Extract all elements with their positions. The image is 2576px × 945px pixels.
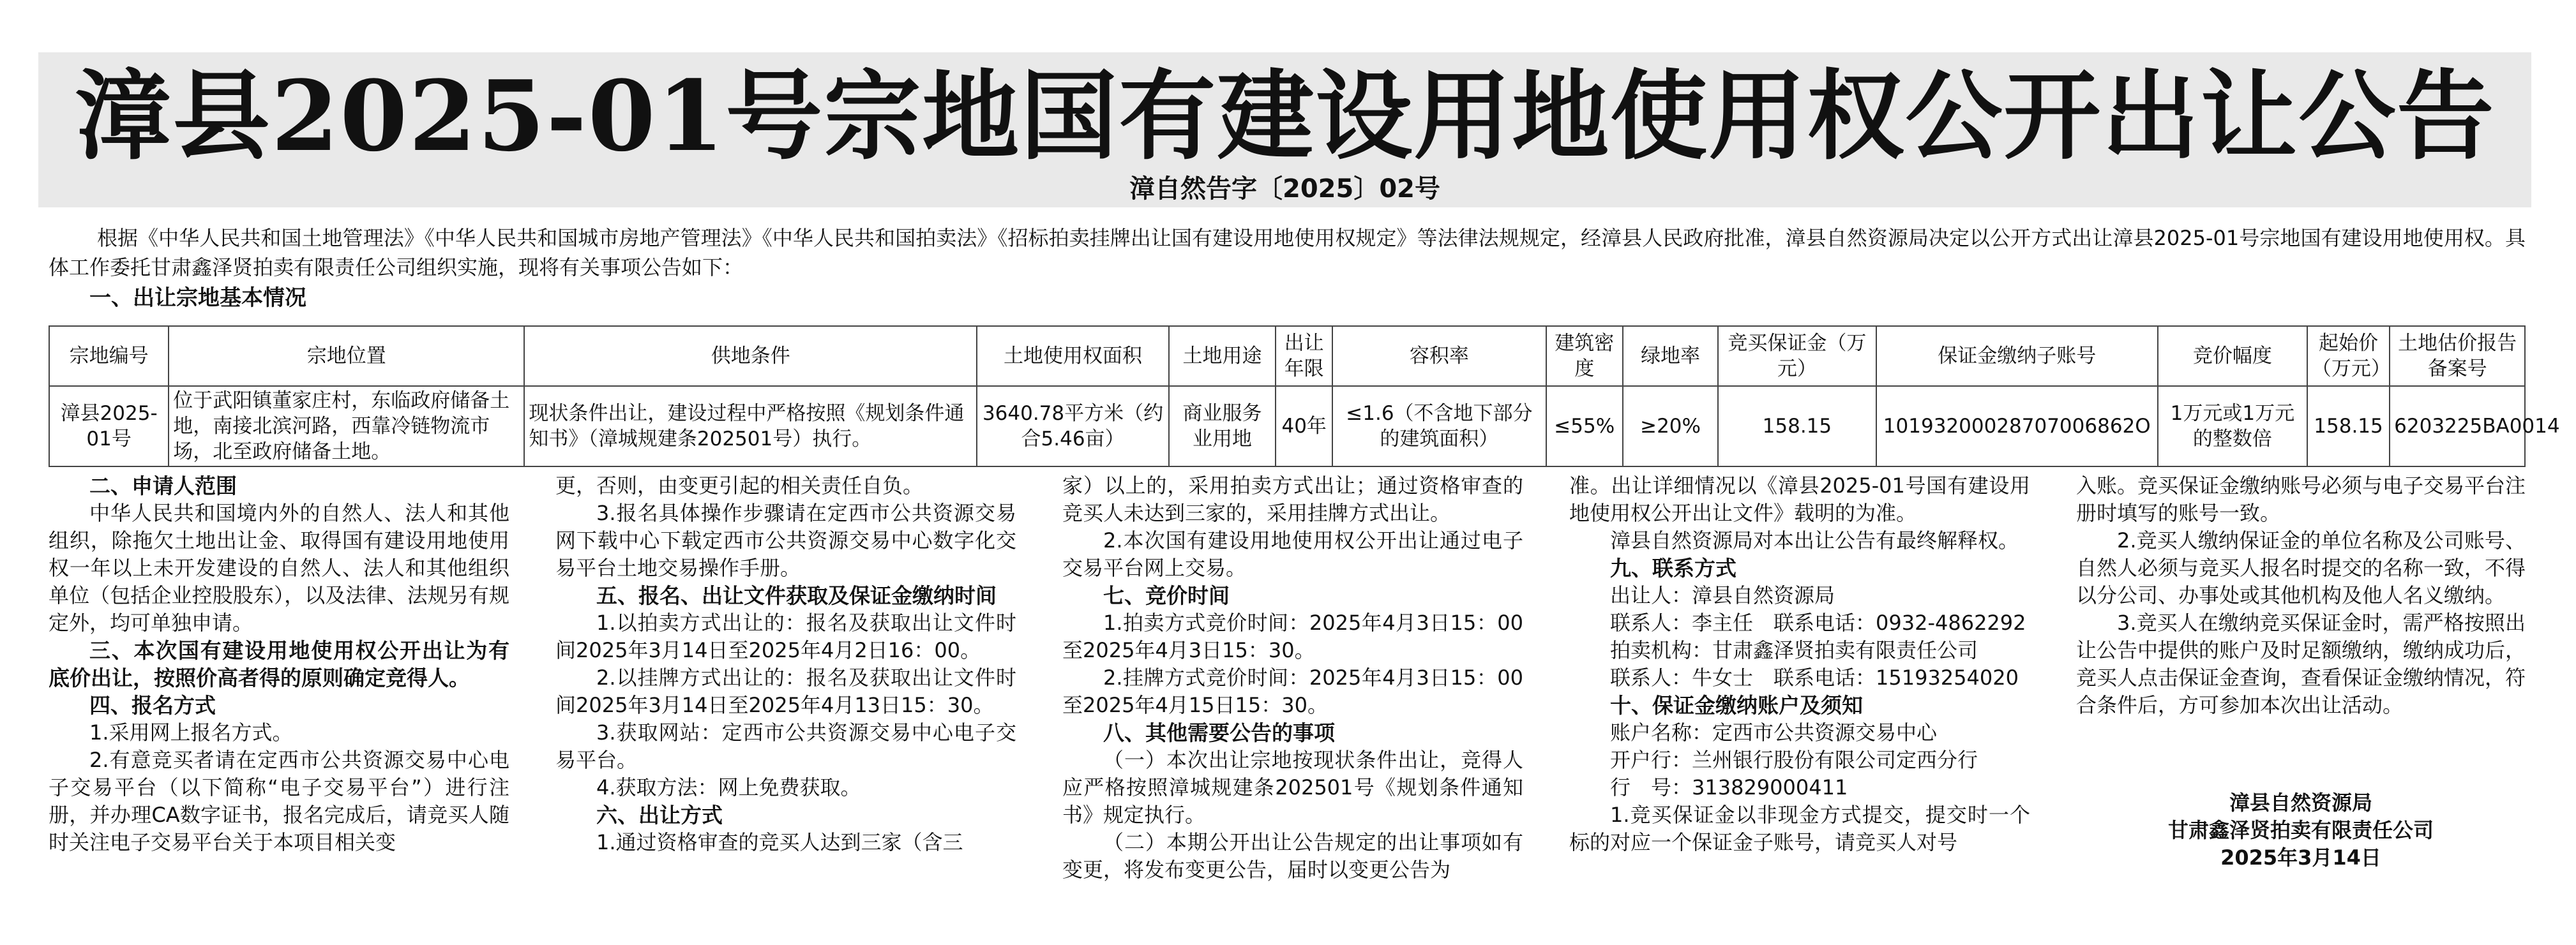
table-cell: 位于武阳镇董家庄村，东临政府储备土地，南接北滨河路，西靠冷链物流市场，北至政府储备土地。 bbox=[169, 386, 524, 466]
table-cell: 商业服务业用地 bbox=[1169, 386, 1276, 466]
account-line: 行 号：313829000411 bbox=[1610, 775, 1848, 800]
table-row bbox=[49, 386, 2525, 466]
table-cell: ≤55% bbox=[1546, 386, 1623, 466]
header-cell: 容积率 bbox=[1332, 326, 1546, 386]
text-column-4 bbox=[1569, 472, 2030, 919]
header-cell: 土地用途 bbox=[1169, 326, 1276, 386]
paragraph: （二）本期公开出让公告规定的出让事项如有变更，将发布变更公告，届时以变更公告为 bbox=[1062, 830, 1523, 882]
intro-paragraph: 根据《中华人民共和国土地管理法》《中华人民共和国城市房地产管理法》《中华人民共和国拍卖法》《招标拍卖挂牌出让国有建设用地使用权规定》等法律法规规定，经漳县人民政府批准，漳县自然资源局决定以公开方式出让漳县2025-01号宗地国有建设用地使用权。具体工作委托甘肃鑫泽贤拍卖有限责任公司组织实施，现将有关事项公告如下： bbox=[49, 226, 2526, 279]
header-cell: 宗地编号 bbox=[49, 326, 169, 386]
header-cell: 建筑密度 bbox=[1546, 326, 1623, 386]
table-cell: 1万元或1万元的整数倍 bbox=[2158, 386, 2307, 466]
text-column-3 bbox=[1062, 472, 1523, 919]
paragraph: （一）本次出让宗地按现状条件出让，竞得人应严格按照漳城规建条202501号《规划条件通知书》规定执行。 bbox=[1062, 748, 1523, 827]
paragraph: 1.以拍卖方式出让的：报名及获取出让文件时间2025年3月14日至2025年4月2日16：00。 bbox=[555, 611, 1016, 662]
account-line: 账户名称：定西市公共资源交易中心 bbox=[1610, 720, 1938, 745]
table-cell: 10193200028707006862O bbox=[1876, 386, 2158, 466]
table-cell: 3640.78平方米（约合5.46亩） bbox=[977, 386, 1169, 466]
header-cell: 供地条件 bbox=[524, 326, 977, 386]
land-info-table bbox=[49, 325, 2560, 467]
section-heading: 二、申请人范围 bbox=[89, 473, 237, 498]
section-heading: 三、本次国有建设用地使用权公开出让为有底价出让，按照价高者得的原则确定竞得人。 bbox=[49, 638, 509, 690]
contact-line: 出让人：漳县自然资源局 bbox=[1610, 583, 1835, 607]
paragraph: 1.通过资格审查的竞买人达到三家（含三 bbox=[596, 830, 963, 854]
section-heading: 七、竞价时间 bbox=[1103, 583, 1230, 608]
section-heading: 九、联系方式 bbox=[1610, 556, 1736, 581]
paragraph: 3.竞买人在缴纳竞买保证金时，需严格按照出让公告中提供的账户及时足额缴纳，缴纳成功后，竞买人点击保证金查询，查看保证金缴纳情况，符合条件后，方可参加本次出让活动。 bbox=[2076, 611, 2526, 717]
header-cell: 起始价（万元） bbox=[2307, 326, 2390, 386]
paragraph: 2.本次国有建设用地使用权公开出让通过电子交易平台网上交易。 bbox=[1062, 528, 1523, 580]
header-cell: 绿地率 bbox=[1623, 326, 1718, 386]
table-cell: 现状条件出让，建设过程中严格按照《规划条件通知书》（漳城规建条202501号）执行。 bbox=[524, 386, 977, 466]
paragraph: 2.竞买人缴纳保证金的单位名称及公司账号、自然人必须与竞买人报名时提交的名称一致，不得以分公司、办事处或其他机构及他人名义缴纳。 bbox=[2076, 528, 2526, 607]
header-cell: 竞价幅度 bbox=[2158, 326, 2307, 386]
section-heading: 十、保证金缴纳账户及须知 bbox=[1610, 693, 1863, 718]
table-header-row bbox=[49, 326, 2525, 386]
signature-org-1: 漳县自然资源局 bbox=[2229, 791, 2372, 815]
paragraph: 3.报名具体操作步骤请在定西市公共资源交易网下载中心下载定西市公共资源交易中心数字化交易平台土地交易操作手册。 bbox=[555, 501, 1016, 580]
table-cell: 漳县2025-01号 bbox=[49, 386, 169, 466]
paragraph: 家）以上的，采用拍卖方式出让；通过资格审查的竞买人未达到三家的，采用挂牌方式出让。 bbox=[1062, 473, 1523, 525]
paragraph: 更，否则，由变更引起的相关责任自负。 bbox=[555, 473, 924, 498]
header-cell: 土地使用权面积 bbox=[977, 326, 1169, 386]
page-title: 漳县2025-01号宗地国有建设用地使用权公开出让公告 bbox=[74, 59, 2496, 173]
contact-line: 联系人：李主任 联系电话：0932-4862292 bbox=[1610, 611, 2026, 635]
paragraph: 2.有意竞买者请在定西市公共资源交易中心电子交易平台（以下简称“电子交易平台”）进行注册，并办理CA数字证书，报名完成后，请竞买人随时关注电子交易平台关于本项目相关变 bbox=[49, 748, 509, 854]
paragraph: 3.获取网站：定西市公共资源交易中心电子交易平台。 bbox=[555, 720, 1016, 772]
section-heading: 五、报名、出让文件获取及保证金缴纳时间 bbox=[596, 583, 997, 608]
contact-line: 拍卖机构：甘肃鑫泽贤拍卖有限责任公司 bbox=[1610, 638, 1978, 662]
paragraph: 入账。竞买保证金缴纳账号必须与电子交易平台注册时填写的账号一致。 bbox=[2076, 473, 2526, 525]
table-cell: 40年 bbox=[1276, 386, 1332, 466]
document-number: 漳自然告字〔2025〕02号 bbox=[1129, 174, 1440, 204]
paragraph: 2.挂牌方式竞价时间：2025年4月3日15：00至2025年4月15日15：30。 bbox=[1062, 666, 1523, 717]
section-heading: 四、报名方式 bbox=[89, 693, 216, 718]
paragraph: 漳县自然资源局对本出让公告有最终解释权。 bbox=[1610, 528, 2019, 553]
table-cell: ≤1.6（不含地下部分的建筑面积） bbox=[1332, 386, 1546, 466]
header-banner bbox=[38, 52, 2531, 207]
section-heading: 六、出让方式 bbox=[596, 803, 723, 828]
paragraph: 准。出让详细情况以《漳县2025-01号国有建设用地使用权公开出让文件》载明的为准。 bbox=[1569, 473, 2030, 525]
table-cell: 158.15 bbox=[1718, 386, 1876, 466]
text-column-2 bbox=[555, 472, 1016, 919]
table-cell: 158.15 bbox=[2307, 386, 2390, 466]
signature-org-2: 甘肃鑫泽贤拍卖有限责任公司 bbox=[2167, 818, 2434, 842]
header-cell: 竞买保证金（万元） bbox=[1718, 326, 1876, 386]
paragraph: 中华人民共和国境内外的自然人、法人和其他组织，除拖欠土地出让金、取得国有建设用地使用权一年以上未开发建设的自然人、法人和其他组织单位（包括企业控股股东），以及法律、法规另有规定外，均可单独申请。 bbox=[49, 501, 509, 635]
paragraph: 2.以挂牌方式出让的：报名及获取出让文件时间2025年3月14日至2025年4月13日15：30。 bbox=[555, 666, 1016, 717]
paragraph: 4.获取方法：网上免费获取。 bbox=[596, 775, 861, 800]
account-line: 开户行：兰州银行股份有限公司定西分行 bbox=[1610, 748, 1978, 772]
table-cell: ≥20% bbox=[1623, 386, 1718, 466]
header-cell: 保证金缴纳子账号 bbox=[1876, 326, 2158, 386]
header-cell: 出让年限 bbox=[1276, 326, 1332, 386]
section-heading-1: 一、出让宗地基本情况 bbox=[89, 285, 306, 311]
paragraph: 1.竞买保证金以非现金方式提交，提交时一个标的对应一个保证金子账号，请竞买人对号 bbox=[1569, 803, 2030, 854]
header-cell: 宗地位置 bbox=[169, 326, 524, 386]
table-cell: 6203225BA0014 bbox=[2390, 386, 2525, 466]
paragraph: 1.拍卖方式竞价时间：2025年4月3日15：00至2025年4月3日15：30。 bbox=[1062, 611, 1523, 662]
text-column-5 bbox=[2076, 472, 2526, 919]
section-heading: 八、其他需要公告的事项 bbox=[1103, 720, 1335, 745]
text-column-1 bbox=[49, 472, 509, 919]
paragraph: 1.采用网上报名方式。 bbox=[89, 720, 293, 745]
header-cell: 土地估价报告备案号 bbox=[2390, 326, 2525, 386]
contact-line: 联系人：牛女士 联系电话：15193254020 bbox=[1610, 666, 2019, 690]
signature-date: 2025年3月14日 bbox=[2220, 845, 2381, 870]
